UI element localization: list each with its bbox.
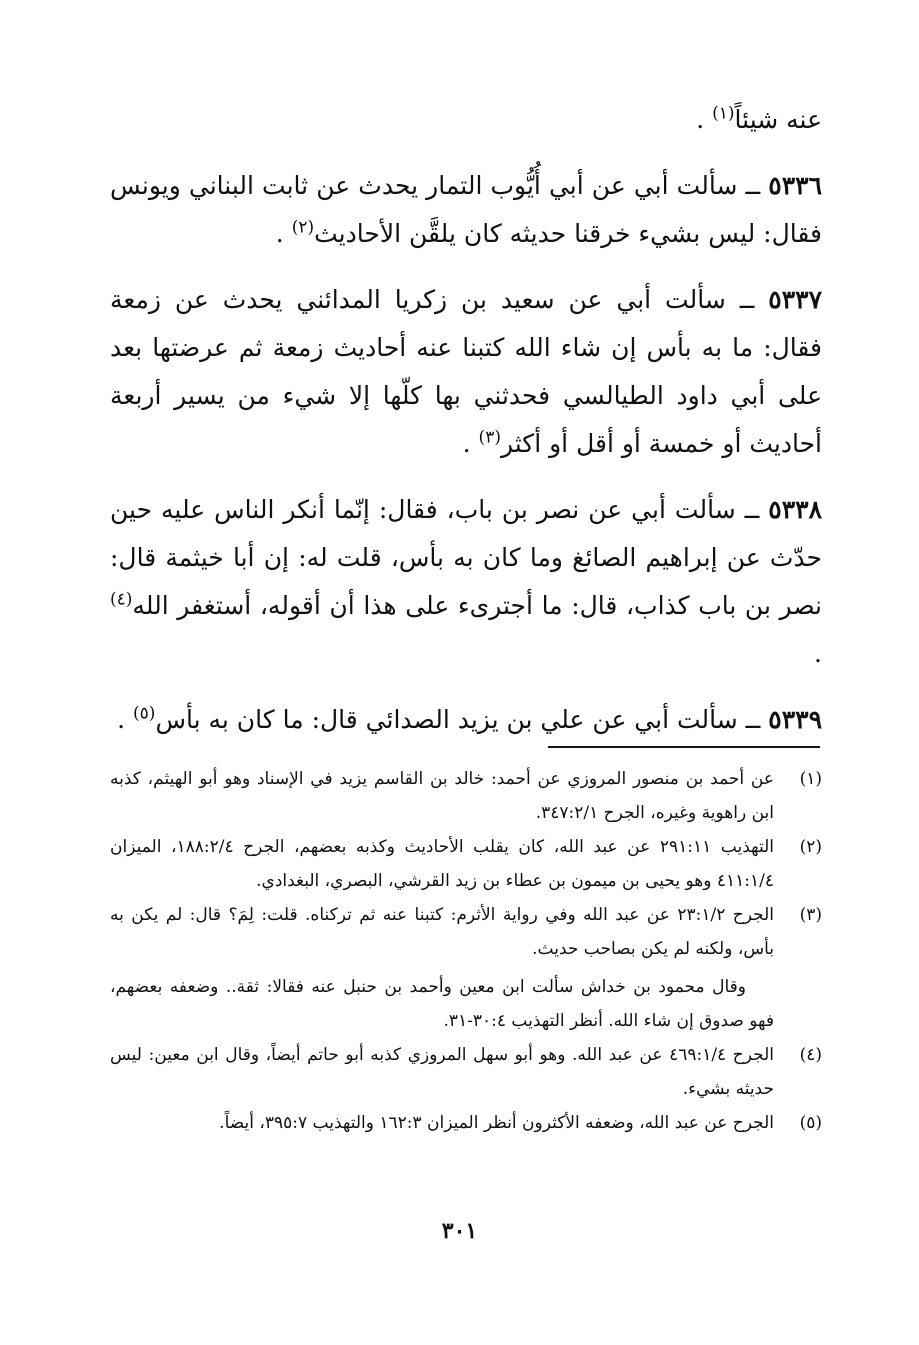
- paragraph-text: عنه شيئاً: [734, 105, 822, 134]
- entry-text: ــ سألت أبي عن علي بن يزيد الصدائي قال: ما كان به بأس: [155, 705, 769, 734]
- footnote-body: [110, 898, 774, 1038]
- entry-number: ٥٣٣٨: [768, 495, 822, 524]
- footnote-label: (٣): [799, 905, 822, 925]
- paragraph-end: .: [696, 105, 713, 134]
- footnote-body: [110, 1038, 774, 1106]
- entry-end: .: [275, 219, 292, 248]
- entry-end: .: [814, 639, 822, 668]
- footnote-ref: (٢): [291, 217, 315, 238]
- footnote-text: عن أحمد بن منصور المروزي عن أحمد: خالد بن القاسم يزيد في الإسناد وهو أبو الهيثم، كذبه ابن راهوية وغيره، الجرح ٣٤٧:٢/١.: [110, 769, 774, 823]
- paragraph-continuation: [110, 96, 822, 144]
- footnote-body: [110, 830, 774, 898]
- footnote-3: [110, 898, 822, 1038]
- footnote-ref: (٥): [133, 703, 156, 724]
- footnote-label: (٢): [799, 837, 822, 857]
- footnote-text: الجرح ٢٣:١/٢ عن عبد الله وفي رواية الأثرم: كتبنا عنه ثم تركناه. قلت: لِمَ؟ قال: لم يكن به بأس، ولكنه لم يكن بصاحب حديث.: [110, 905, 774, 959]
- footnote-label: (١): [799, 769, 822, 789]
- entry-number: ٥٣٣٩: [768, 705, 822, 734]
- footnote-1: [110, 762, 822, 830]
- footnote-ref: (٤): [110, 589, 133, 610]
- footnote-ref: (٣): [478, 427, 501, 448]
- footnote-4: [110, 1038, 822, 1106]
- footnote-text: الجرح ٤٦٩:١/٤ عن عبد الله. وهو أبو سهل المروزي كذبه أبو حاتم أيضاً، وقال ابن معين: ليس حديثه بشيء.: [110, 1045, 774, 1099]
- entry-number: ٥٣٣٧: [768, 285, 822, 314]
- footnote-separator: [548, 746, 820, 748]
- footnote-text: التهذيب ٢٩١:١١ عن عبد الله، كان يقلب الأحاديث وكذبه بعضهم، الجرح ١٨٨:٢/٤، الميزان ٤١١:١/٤ وهو يحيى بن ميمون بن عطاء بن زيد القرشي، البصري، البغدادي.: [110, 837, 775, 891]
- entry-5336: [110, 162, 822, 258]
- page-number: ٣٠١: [441, 1218, 478, 1244]
- entry-5339: [110, 696, 822, 744]
- entry-5337: [110, 276, 822, 468]
- entry-text: ــ سألت أبي عن نصر بن باب، فقال: إنّما أنكر الناس عليه حين حدّث عن إبراهيم الصائغ وما كان به بأس، قلت له: إن أبا خيثمة قال: نصر بن باب كذاب، قال: ما أجترىء على هذا أن أقوله، أستغفر الله: [110, 495, 822, 620]
- entry-text: ــ سألت أبي عن سعيد بن زكريا المدائني يحدث عن زمعة فقال: ما به بأس إن شاء الله كتبنا عنه أحاديث زمعة ثم عرضتها بعد على أبي داود الطيالسي فحدثني بها كلّها إلا شيء من يسير أربعة أحاديث أو خمسة أو أقل أو أكثر: [110, 285, 822, 458]
- footnote-label: (٤): [799, 1045, 822, 1065]
- footnote-ref: (١): [712, 103, 735, 124]
- footnote-label: (٥): [799, 1113, 822, 1133]
- footnote-2: [110, 830, 822, 898]
- entry-number: ٥٣٣٦: [768, 171, 822, 200]
- entry-text: ــ سألت أبي عن أبي أُيُّوب التمار يحدث عن ثابت البناني ويونس فقال: ليس بشيء خرقنا حديثه كان يلقَّن الأحاديث: [110, 171, 822, 248]
- footnote-text: وقال محمود بن خداش سألت ابن معين وأحمد بن حنبل عنه فقالا: ثقة.. وضعفه بعضهم، فهو صدوق إن شاء الله. أنظر التهذيب ٣٠:٤-٣١.: [110, 977, 774, 1031]
- footnote-text: الجرح عن عبد الله، وضعفه الأكثرون أنظر الميزان ١٦٢:٣ والتهذيب ٣٩٥:٧، أيضاً.: [219, 1113, 774, 1133]
- entry-5338: [110, 486, 822, 678]
- entry-end: .: [117, 705, 134, 734]
- entry-end: .: [462, 429, 479, 458]
- main-text: [110, 96, 822, 762]
- footnote-5: [110, 1106, 822, 1140]
- footnote-body: [110, 762, 774, 830]
- footnote-body: [110, 1106, 774, 1140]
- footnotes: [110, 762, 822, 1140]
